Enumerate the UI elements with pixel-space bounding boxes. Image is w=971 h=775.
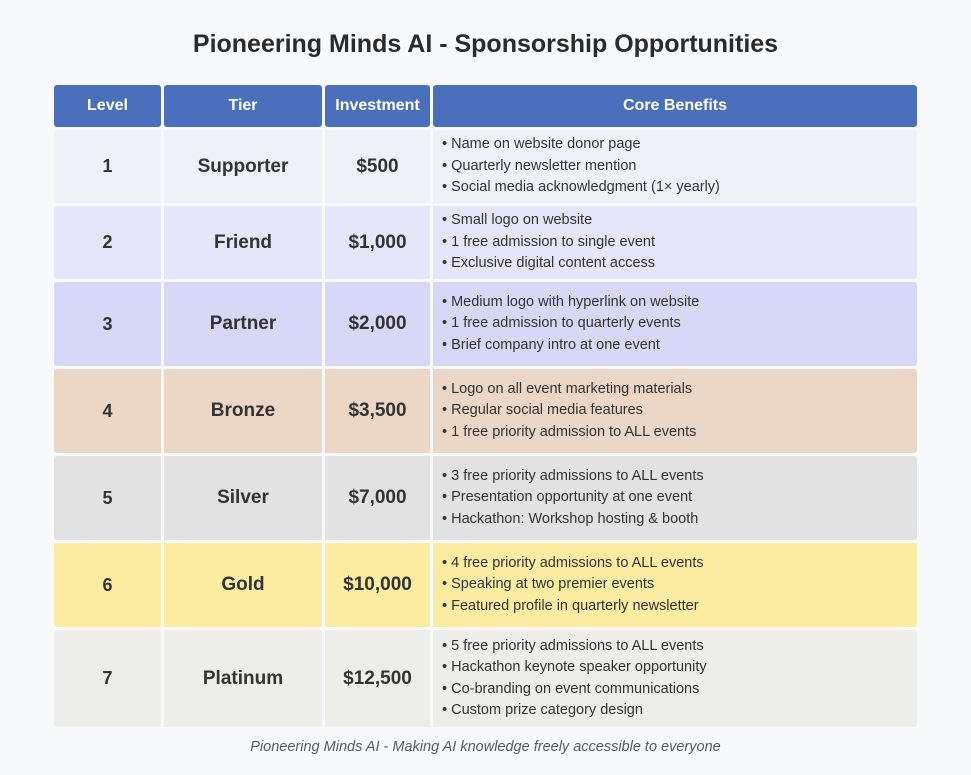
benefit-item: • Featured profile in quarterly newsletter [442, 597, 699, 614]
benefit-item: • Custom prize category design [442, 702, 643, 718]
benefits-list [442, 636, 707, 722]
benefits-cell [433, 456, 917, 540]
investment-cell: $12,500 [325, 630, 430, 727]
benefit-item: • Exclusive digital content access [442, 255, 656, 272]
header-investment: Investment [325, 85, 430, 127]
benefit-item: • 3 free priority admissions to ALL events [442, 467, 704, 484]
benefits-list [442, 134, 720, 199]
investment-cell: $10,000 [325, 543, 430, 627]
benefit-item: • Brief company intro at one event [442, 336, 660, 353]
table-row [54, 543, 917, 627]
benefit-item: • Hackathon keynote speaker opportunity [442, 659, 707, 675]
benefits-list [442, 210, 655, 275]
benefit-item: • Presentation opportunity at one event [442, 489, 693, 506]
benefit-item: • Speaking at two premier events [442, 576, 655, 593]
footer-tagline: Pioneering Minds AI - Making AI knowledge freely accessible to everyone [250, 739, 721, 755]
benefit-item: • 1 free admission to quarterly events [442, 315, 681, 332]
table-row [54, 630, 917, 727]
level-cell: 6 [54, 543, 161, 627]
benefit-item: • Co-branding on event communications [442, 680, 700, 697]
benefit-item: • Hackathon: Workshop hosting & booth [442, 510, 699, 527]
tier-cell: Friend [164, 206, 322, 279]
table-row [54, 206, 917, 279]
table-body [54, 130, 917, 727]
header-tier: Tier [164, 85, 322, 127]
level-cell: 5 [54, 456, 161, 540]
level-cell: 4 [54, 369, 161, 453]
investment-cell: $3,500 [325, 369, 430, 453]
benefit-item: • Small logo on website [442, 212, 593, 229]
level-cell: 7 [54, 630, 161, 727]
page-title: Pioneering Minds AI - Sponsorship Opportunities [192, 30, 779, 58]
tier-cell: Partner [164, 282, 322, 366]
table-row [54, 456, 917, 540]
benefits-cell [433, 206, 917, 279]
tier-cell: Platinum [164, 630, 322, 727]
level-cell: 3 [54, 282, 161, 366]
benefit-item: • Regular social media features [442, 402, 643, 419]
benefit-item: • Social media acknowledgment (1× yearly) [442, 179, 720, 196]
header-level: Level [54, 85, 161, 127]
benefit-item: • 1 free admission to single event [442, 233, 656, 250]
investment-cell: $7,000 [325, 456, 430, 540]
benefits-cell [433, 543, 917, 627]
benefits-cell [433, 130, 917, 203]
table-row [54, 369, 917, 453]
benefits-list [442, 292, 699, 357]
header-core-benefits: Core Benefits [433, 85, 917, 127]
tier-cell: Silver [164, 456, 322, 540]
investment-cell: $2,000 [325, 282, 430, 366]
benefits-list [442, 379, 696, 444]
tier-cell: Bronze [164, 369, 322, 453]
benefits-cell [433, 369, 917, 453]
benefit-item: • Quarterly newsletter mention [442, 157, 637, 174]
benefits-cell [433, 630, 917, 727]
benefits-cell [433, 282, 917, 366]
table-row [54, 130, 917, 203]
table-row [54, 282, 917, 366]
benefits-list [442, 553, 704, 618]
tier-cell: Supporter [164, 130, 322, 203]
benefit-item: • Medium logo with hyperlink on website [442, 293, 700, 310]
investment-cell: $500 [325, 130, 430, 203]
sponsorship-table [54, 85, 917, 730]
benefits-list [442, 466, 704, 531]
level-cell: 1 [54, 130, 161, 203]
level-cell: 2 [54, 206, 161, 279]
table-header [54, 85, 917, 127]
benefit-item: • 4 free priority admissions to ALL events [442, 554, 704, 571]
benefit-item: • 1 free priority admission to ALL events [442, 423, 697, 440]
tier-cell: Gold [164, 543, 322, 627]
benefit-item: • Name on website donor page [442, 136, 641, 153]
benefit-item: • Logo on all event marketing materials [442, 380, 693, 397]
benefit-item: • 5 free priority admissions to ALL events [442, 637, 704, 654]
investment-cell: $1,000 [325, 206, 430, 279]
